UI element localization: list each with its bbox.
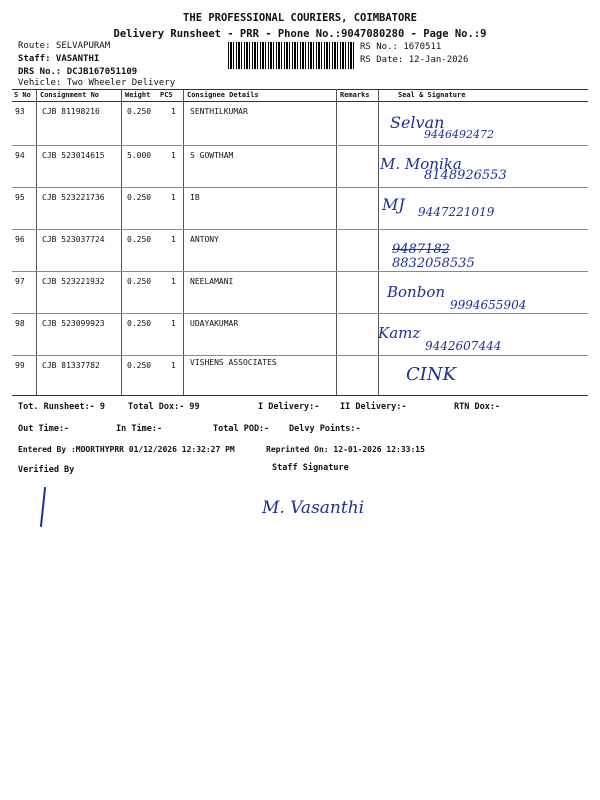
row-weight: 0.250: [127, 235, 152, 244]
row-weight: 0.250: [127, 107, 152, 116]
row-consignee: VISHENS ASSOCIATES: [190, 358, 277, 367]
ii-delivery: II Delivery:-: [340, 402, 407, 412]
table-top-rule: [12, 89, 588, 90]
out-time: Out Time:-: [18, 424, 70, 434]
table-bottom-rule: [12, 395, 588, 396]
col-seal-signature: Seal & Signature: [398, 91, 466, 99]
i-delivery: I Delivery:-: [258, 402, 320, 412]
in-time: In Time:-: [116, 424, 163, 434]
vehicle-label: Vehicle: Two Wheeler Delivery: [18, 78, 176, 88]
table-header-rule: [12, 101, 588, 102]
total-runsheet: Tot. Runsheet:- 9: [18, 402, 105, 412]
rs-number: RS No.: 1670511: [360, 42, 442, 52]
row-divider: [12, 187, 588, 188]
col-divider: [183, 89, 184, 396]
handwritten-phone: 9447221019: [418, 205, 495, 219]
row-sno: 98: [15, 319, 25, 328]
row-weight: 0.250: [127, 361, 152, 370]
col-consignee: Consignee Details: [187, 91, 259, 99]
row-divider: [12, 229, 588, 230]
row-pcs: 1: [171, 235, 176, 244]
col-divider: [121, 89, 122, 396]
row-consignee: S GOWTHAM: [190, 151, 234, 160]
row-divider: [12, 271, 588, 272]
row-consignee: SENTHILKUMAR: [190, 107, 248, 116]
handwritten-signature: MJ: [382, 195, 405, 214]
col-remarks: Remarks: [340, 91, 370, 99]
row-consignment: CJB 81337782: [42, 361, 100, 370]
row-consignment: CJB 81198216: [42, 107, 100, 116]
handwritten-phone: 9446492472: [424, 128, 494, 141]
handwritten-signature: Bonbon: [387, 283, 446, 301]
delivery-points: Delvy Points:-: [289, 424, 361, 434]
col-pcs: PCS: [160, 91, 173, 99]
row-pcs: 1: [171, 277, 176, 286]
row-consignment: CJB 523099923: [42, 319, 105, 328]
col-divider: [378, 89, 379, 396]
row-pcs: 1: [171, 361, 176, 370]
company-title: THE PROFESSIONAL COURIERS, COIMBATORE: [183, 12, 417, 24]
row-divider: [12, 313, 588, 314]
handwritten-phone: 8148926553: [424, 168, 507, 183]
handwritten-phone: 9994655904: [450, 298, 527, 312]
handwritten-phone: 8832058535: [392, 256, 475, 271]
row-consignee: NEELAMANI: [190, 277, 234, 286]
col-divider: [336, 89, 337, 396]
row-weight: 0.250: [127, 277, 152, 286]
handwritten-phone: 9442607444: [425, 339, 502, 353]
row-pcs: 1: [171, 319, 176, 328]
staff-handwritten-signature: M. Vasanthi: [262, 498, 365, 518]
row-consignment: CJB 523014615: [42, 151, 105, 160]
total-pod: Total POD:-: [213, 424, 270, 434]
staff-label: Staff: VASANTHI: [18, 54, 100, 64]
row-weight: 0.250: [127, 319, 152, 328]
rs-date: RS Date: 12-Jan-2026: [360, 55, 469, 65]
verified-by: Verified By: [18, 465, 75, 475]
handwritten-signature: 9487182: [392, 242, 450, 257]
drs-label: DRS No.: DCJB167051109: [18, 67, 138, 77]
row-divider: [12, 355, 588, 356]
col-divider: [36, 89, 37, 396]
row-divider: [12, 145, 588, 146]
row-consignee: UDAYAKUMAR: [190, 319, 239, 328]
row-consignee: IB: [190, 193, 200, 202]
row-sno: 96: [15, 235, 25, 244]
handwritten-signature: Selvan: [390, 113, 445, 132]
row-sno: 93: [15, 107, 25, 116]
row-pcs: 1: [171, 107, 176, 116]
reprinted-on: Reprinted On: 12-01-2026 12:33:15: [266, 445, 425, 454]
verified-signature-mark: [40, 487, 46, 527]
row-consignment: CJB 523221932: [42, 277, 105, 286]
col-sno: S No: [14, 91, 31, 99]
entered-by: Entered By :MOORTHYPRR 01/12/2026 12:32:27 PM: [18, 445, 235, 454]
handwritten-signature: CINK: [406, 364, 457, 385]
row-pcs: 1: [171, 151, 176, 160]
col-consignment: Consignment No: [40, 91, 100, 99]
row-consignment: CJB 523221736: [42, 193, 105, 202]
total-dox: Total Dox:- 99: [128, 402, 200, 412]
row-sno: 97: [15, 277, 25, 286]
col-weight: Weight: [125, 91, 151, 99]
barcode: [228, 42, 354, 69]
row-sno: 95: [15, 193, 25, 202]
rtn-dox: RTN Dox:-: [454, 402, 501, 412]
row-consignment: CJB 523037724: [42, 235, 105, 244]
runsheet-subtitle: Delivery Runsheet - PRR - Phone No.:9047080280 - Page No.:9: [113, 28, 487, 40]
route-label: Route: SELVAPURAM: [18, 41, 111, 51]
row-weight: 0.250: [127, 193, 152, 202]
row-weight: 5.000: [127, 151, 152, 160]
row-consignee: ANTONY: [190, 235, 219, 244]
staff-signature-label: Staff Signature: [272, 463, 349, 473]
row-sno: 99: [15, 361, 25, 370]
handwritten-signature: M. Monika: [380, 155, 462, 173]
row-sno: 94: [15, 151, 25, 160]
row-pcs: 1: [171, 193, 176, 202]
handwritten-signature: Kamz: [378, 324, 421, 342]
